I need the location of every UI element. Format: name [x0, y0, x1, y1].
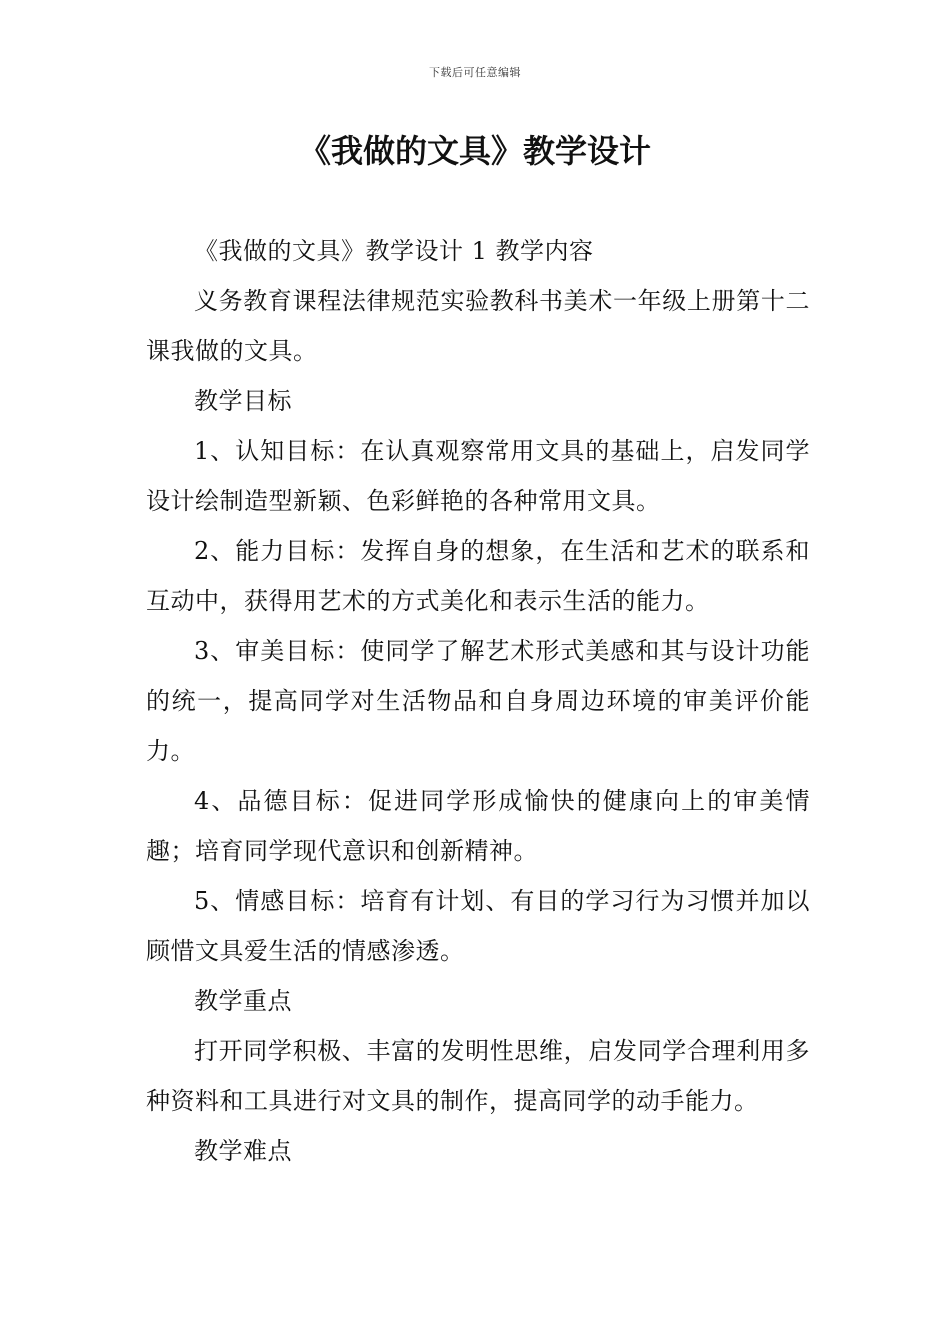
section-heading-objectives: 教学目标	[194, 387, 292, 415]
paragraph-objective-4: 4、品德目标：促进同学形成愉快的健康向上的审美情趣；培育同学现代意识和创新精神。	[146, 787, 810, 865]
paragraph-content: 义务教育课程法律规范实验教科书美术一年级上册第十二课我做的文具。	[146, 287, 810, 365]
paragraph-intro: 《我做的文具》教学设计 1 教学内容	[194, 237, 594, 265]
document-body	[146, 226, 810, 1176]
paragraph-objective-3: 3、审美目标：使同学了解艺术形式美感和其与设计功能的统一，提高同学对生活物品和自身周边环境的审美评价能力。	[146, 637, 810, 765]
paragraph-objective-5: 5、情感目标：培育有计划、有目的学习行为习惯并加以顾惜文具爱生活的情感渗透。	[146, 887, 810, 965]
header-note: 下载后可任意编辑	[429, 66, 521, 79]
paragraph-objective-1: 1、认知目标：在认真观察常用文具的基础上，启发同学设计绘制造型新颖、色彩鲜艳的各种常用文具。	[146, 437, 810, 515]
paragraph-key-points: 打开同学积极、丰富的发明性思维，启发同学合理利用多种资料和工具进行对文具的制作，提高同学的动手能力。	[146, 1037, 810, 1115]
paragraph-objective-2: 2、能力目标：发挥自身的想象，在生活和艺术的联系和互动中，获得用艺术的方式美化和表示生活的能力。	[146, 537, 810, 615]
section-heading-key-points: 教学重点	[194, 987, 292, 1015]
section-heading-difficulties: 教学难点	[194, 1137, 292, 1165]
document-title: 《我做的文具》教学设计	[298, 132, 651, 170]
